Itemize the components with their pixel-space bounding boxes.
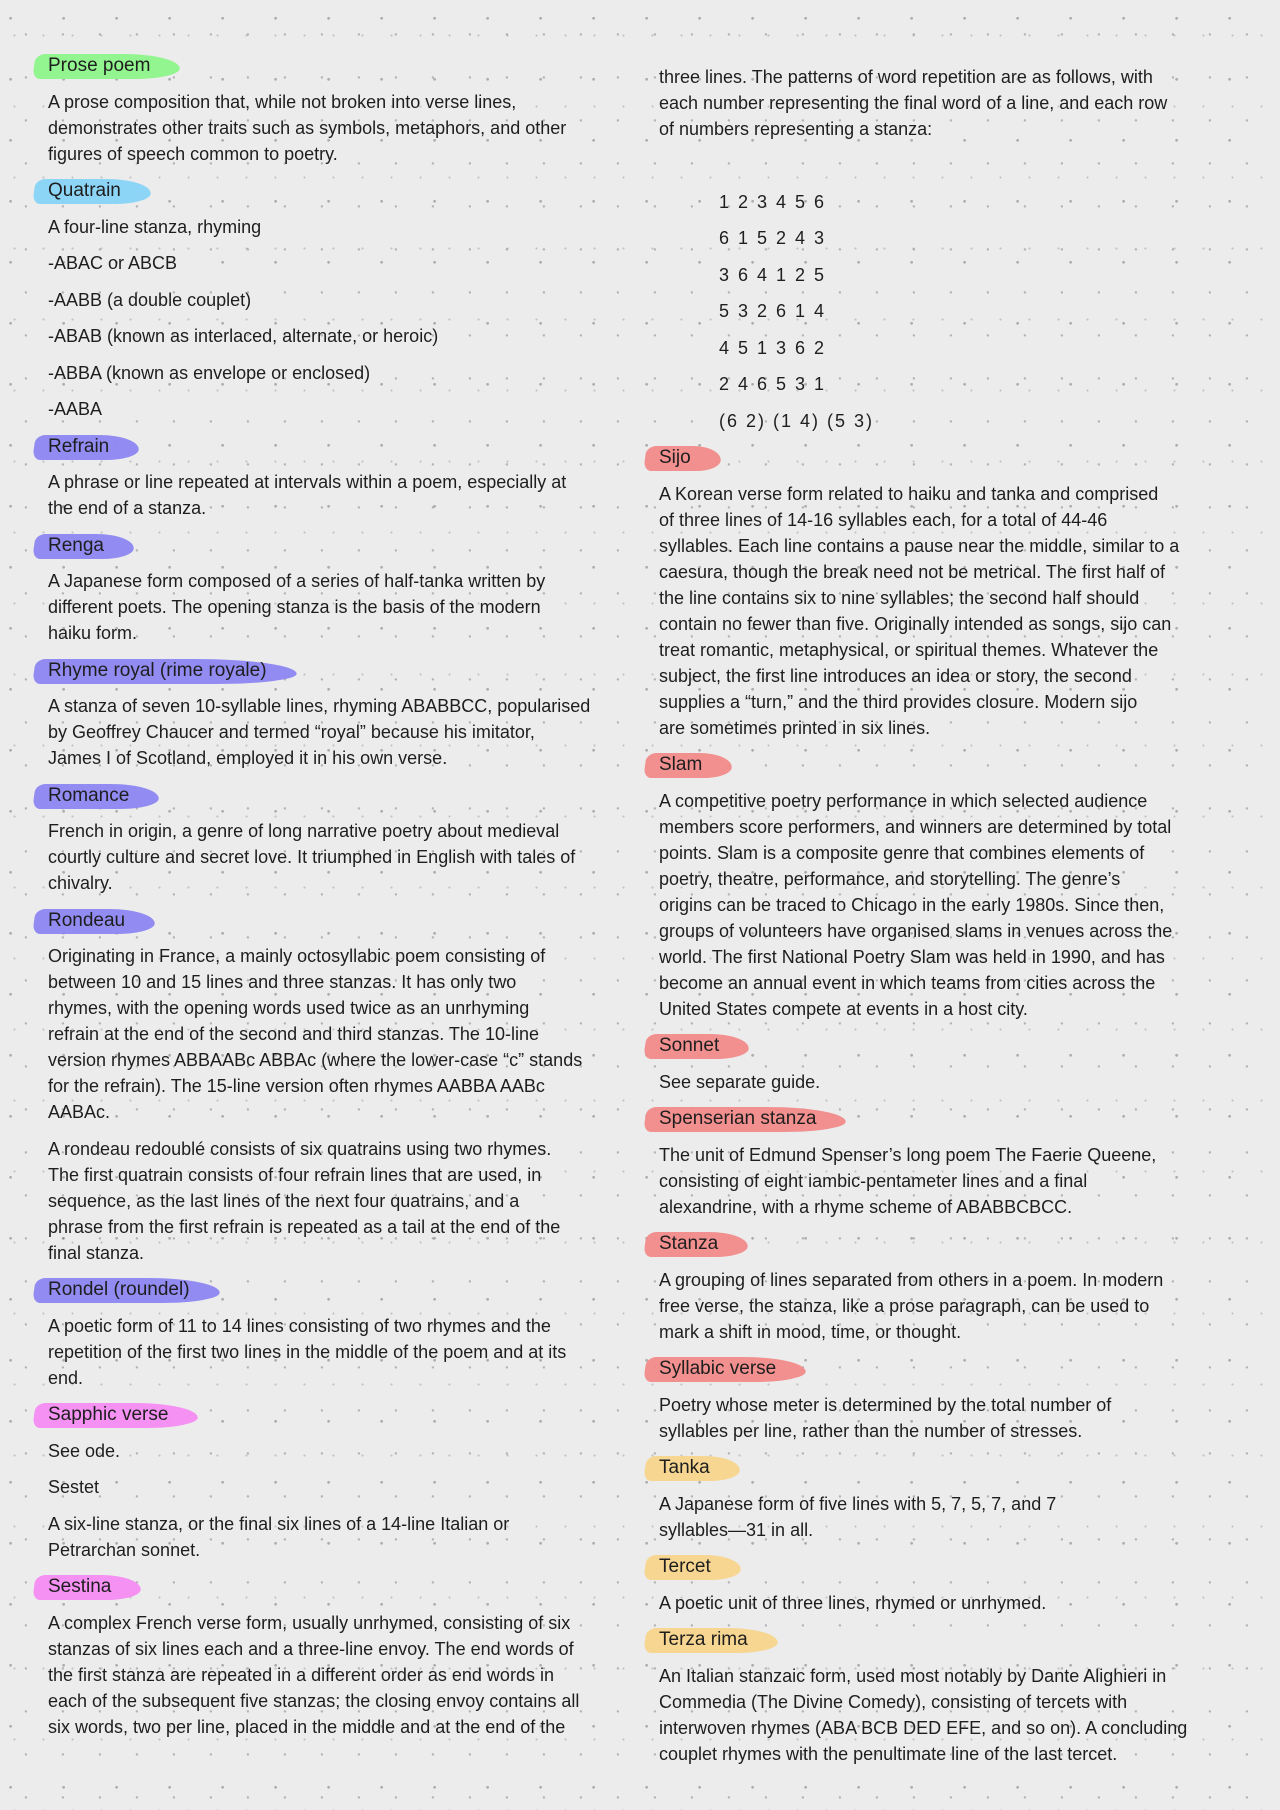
term-heading: Romance	[34, 782, 159, 810]
definition-text: three lines. The patterns of word repetition are as follows, with each number representing the final word of a line, and each row of numbers representing a stanza:	[659, 67, 1168, 139]
term-heading-row	[48, 907, 648, 935]
term-heading-row	[659, 444, 1259, 472]
definition-text: A poetic form of 11 to 14 lines consisting of two rhymes and the repetition of the first two lines in the middle of the poem and at its end.	[48, 1315, 567, 1388]
sestina-pattern-row: 5 3 2 6 1 4	[719, 301, 827, 321]
definition-text: A Korean verse form related to haiku and tanka and comprised of three lines of 14-16 syllables each, for a total of 44-46 syllables. Each line contains a pause near the middle, similar to a caesura, though the break need not be metrical. The first half of the line contains six to nine syllables; the second half should contain no fewer than five. Originally intended as songs, sijo can treat romantic, metaphysical, or spiritual themes. Whatever the subject, the first line introduces an idea or story, the second supplies a “turn,” and the third provides closure. Modern sijo are sometimes printed in six lines.	[659, 483, 1180, 738]
definition-text: A poetic unit of three lines, rhymed or unrhymed.	[659, 1592, 1047, 1613]
term-heading: Terza rima	[645, 1626, 778, 1654]
term-heading-row	[659, 1032, 1259, 1060]
definition-text: A rondeau redoublé consists of six quatrains using two rhymes. The first quatrain consists of four refrain lines that are used, in sequence, as the last lines of the next four quatrains, and a phrase from the first refrain is repeated as a tail at the end of the final stanza.	[48, 1138, 561, 1263]
term-heading-row	[48, 1401, 648, 1429]
definition-text: A Japanese form composed of a series of half-tanka written by different poets. The opening stanza is the basis of the modern haiku form.	[48, 571, 546, 643]
definition-text: -AABB (a double couplet)	[48, 289, 252, 310]
term-heading-row	[48, 177, 648, 205]
sestina-pattern-row: 1 2 3 4 5 6	[719, 191, 827, 212]
definition-text: A four-line stanza, rhyming	[48, 216, 262, 237]
term-heading: Slam	[645, 751, 732, 779]
definition-text: An Italian stanzaic form, used most notably by Dante Alighieri in Commedia (The Divine Comedy), consisting of tercets with interwoven rhymes (ABA BCB DED EFE, and so on). A concluding couplet rhymes with the penultimate line of the last tercet.	[659, 1665, 1188, 1764]
term-heading-row	[48, 433, 648, 461]
term-heading: Renga	[34, 532, 134, 560]
spacer	[659, 153, 1259, 189]
term-heading: Rhyme royal (rime royale)	[34, 657, 297, 685]
term-heading: Refrain	[34, 433, 139, 461]
term-heading: Rondeau	[34, 907, 155, 935]
definition-text: A stanza of seven 10-syllable lines, rhyming ABABBCC, popularised by Geoffrey Chaucer and termed “royal” because his imitator, James I of Scotland, employed it in his own verse.	[48, 696, 591, 768]
term-heading: Sestina	[34, 1573, 141, 1601]
definition-text: See ode.	[48, 1440, 121, 1461]
sestina-pattern-row: (6 2) (1 4) (5 3)	[719, 410, 875, 431]
definition-text: -ABAB (known as interlaced, alternate, or heroic)	[48, 326, 439, 346]
term-heading: Tanka	[645, 1454, 740, 1482]
term-heading-row	[659, 1454, 1259, 1482]
term-heading-row	[48, 782, 648, 810]
sestina-pattern-row: 6 1 5 2 4 3	[719, 228, 827, 248]
term-heading: Sijo	[645, 444, 721, 472]
term-heading: Tercet	[645, 1553, 741, 1581]
term-heading-row	[659, 1355, 1259, 1383]
definition-text: French in origin, a genre of long narrative poetry about medieval courtly culture and secret love. It triumphed in English with tales of chivalry.	[48, 821, 576, 893]
sestina-pattern-row: 3 6 4 1 2 5	[719, 264, 827, 285]
term-heading-row	[659, 1105, 1259, 1133]
right-column	[659, 64, 1259, 1777]
definition-text: Originating in France, a mainly octosyllabic poem consisting of between 10 and 15 lines and three stanzas. It has only two rhymes, with the opening words used twice as an unrhyming refrain at the end of the second and third stanzas. The 10-line version rhymes ABBAABc ABBAc (where the lower-case “c” stands for the refrain). The 15-line version often rhymes AABBA AABc AABAc.	[48, 946, 583, 1122]
term-heading-row	[48, 657, 648, 685]
definition-text: -ABAC or ABCB	[48, 253, 178, 273]
definition-text: See separate guide.	[659, 1071, 821, 1092]
term-heading: Quatrain	[34, 177, 151, 205]
definition-text: Sestet	[48, 1477, 100, 1497]
term-heading: Sapphic verse	[34, 1401, 198, 1429]
term-heading-row	[659, 751, 1259, 779]
term-heading: Rondel (roundel)	[34, 1276, 220, 1304]
term-heading-row	[48, 532, 648, 560]
definition-text: A grouping of lines separated from others in a poem. In modern free verse, the stanza, like a prose paragraph, can be used to mark a shift in mood, time, or thought.	[659, 1269, 1164, 1342]
term-heading-row	[48, 1573, 648, 1601]
term-heading: Spenserian stanza	[645, 1105, 846, 1133]
sestina-pattern-row: 4 5 1 3 6 2	[719, 337, 827, 358]
definition-text: -AABA	[48, 399, 103, 419]
term-heading: Prose poem	[34, 52, 180, 80]
sestina-pattern-row: 2 4 6 5 3 1	[719, 374, 827, 394]
definition-text: A complex French verse form, usually unrhymed, consisting of six stanzas of six lines each and a three-line envoy. The end words of the first stanza are repeated in a different order as end words in each of the subsequent five stanzas; the closing envoy contains all six words, two per line, placed in the middle and at the end of the	[48, 1612, 580, 1737]
definition-text: A prose composition that, while not broken into verse lines, demonstrates other traits such as symbols, metaphors, and other figures of speech common to poetry.	[48, 91, 567, 164]
definition-text: The unit of Edmund Spenser’s long poem The Faerie Queene, consisting of eight iambic-pentameter lines and a final alexandrine, with a rhyme scheme of ABABBCBCC.	[659, 1144, 1157, 1217]
definition-text: A six-line stanza, or the final six lines of a 14-line Italian or Petrarchan sonnet.	[48, 1513, 510, 1560]
term-heading-row	[659, 1553, 1259, 1581]
term-heading-row	[48, 1276, 648, 1304]
term-heading-row	[659, 1626, 1259, 1654]
definition-text: Poetry whose meter is determined by the total number of syllables per line, rather than the number of stresses.	[659, 1394, 1112, 1441]
term-heading: Syllabic verse	[645, 1355, 806, 1383]
term-heading-row	[659, 1230, 1259, 1258]
term-heading: Stanza	[645, 1230, 748, 1258]
term-heading: Sonnet	[645, 1032, 749, 1060]
definition-text: A phrase or line repeated at intervals within a poem, especially at the end of a stanza.	[48, 472, 567, 518]
definition-text: -ABBA (known as envelope or enclosed)	[48, 362, 371, 383]
left-column	[48, 52, 648, 1750]
definition-text: A Japanese form of five lines with 5, 7, 5, 7, and 7 syllables—31 in all.	[659, 1493, 1057, 1540]
definition-text: A competitive poetry performance in which selected audience members score performers, and winners are determined by total points. Slam is a composite genre that combines elements of poetry, theatre, performance, and storytelling. The genre’s origins can be traced to Chicago in the early 1980s. Since then, groups of volunteers have organised slams in venues across the world. The first National Poetry Slam was held in 1990, and has become an annual event in which teams from cities across the United States compete at events in a host city.	[659, 790, 1173, 1019]
term-heading-row	[48, 52, 648, 80]
